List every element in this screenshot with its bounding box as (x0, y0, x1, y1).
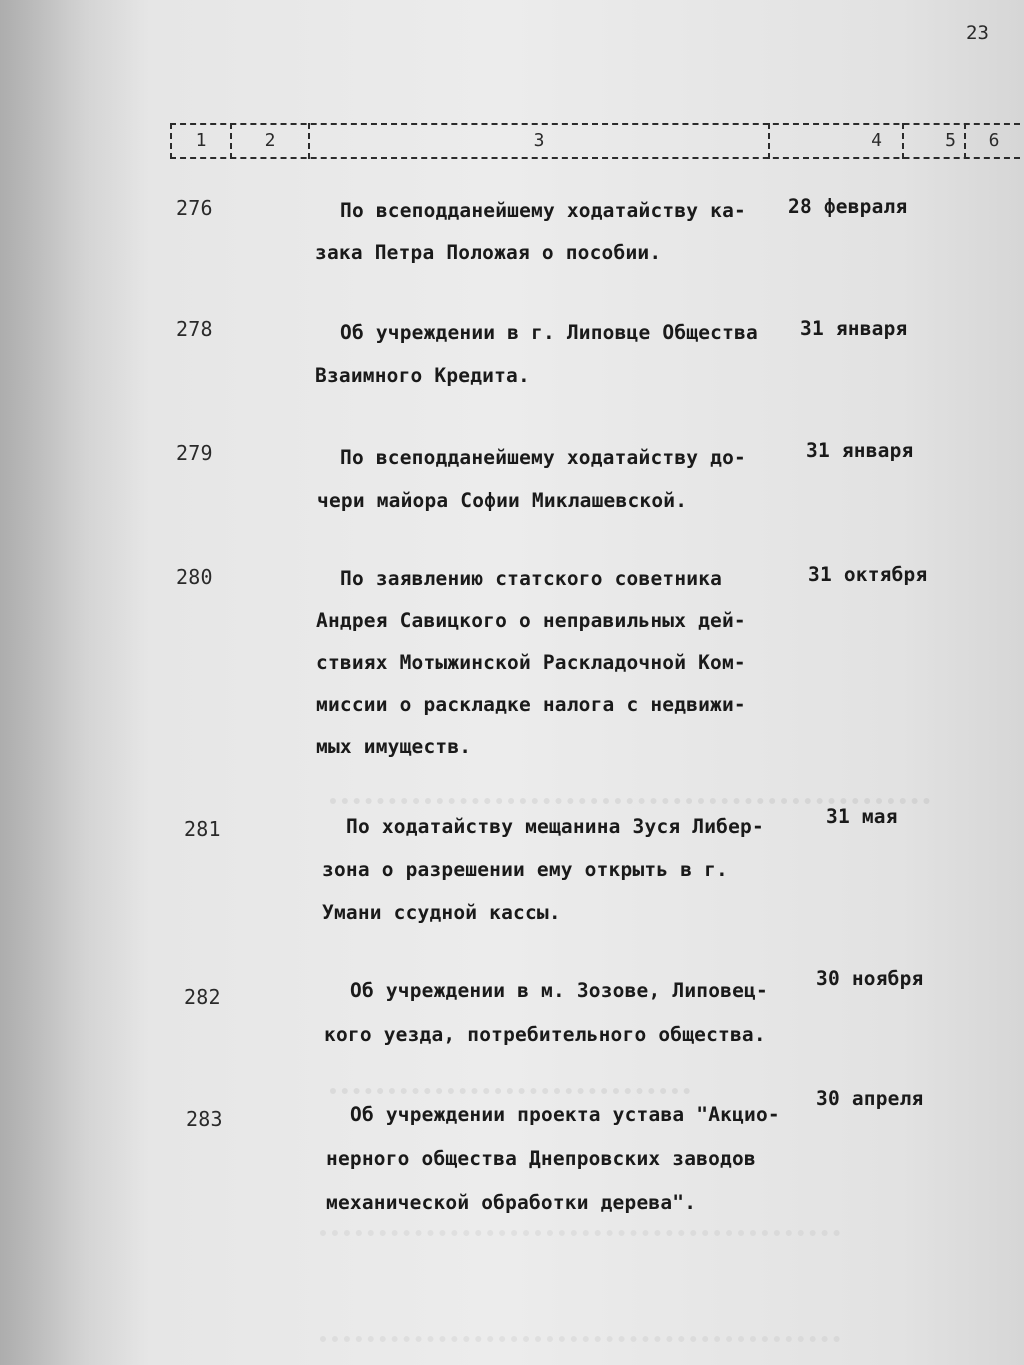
entry-date: 31 января (806, 439, 914, 462)
entry-line: зона о разрешении ему открыть в г. (322, 858, 728, 881)
entry-number: 281 (184, 817, 221, 841)
entry-line: По всеподданейшему ходатайству ка- (340, 199, 746, 222)
column-header-3: 3 (308, 123, 768, 159)
entry-date: 31 октября (808, 563, 928, 586)
entry-line: Умани ссудной кассы. (322, 901, 561, 924)
entry-line: По всеподданейшему ходатайству до- (340, 446, 746, 469)
entry-number: 280 (176, 565, 213, 589)
column-header-2: 2 (230, 123, 308, 159)
entry-line: кого уезда, потребительного общества. (324, 1023, 766, 1046)
entry-line: По ходатайству мещанина Зуся Либер- (346, 815, 764, 838)
entry-date: 31 января (800, 317, 908, 340)
column-header-4: 4 (768, 123, 900, 159)
column-header-5: 5 (902, 123, 962, 159)
entry-line: ствиях Мотыжинской Раскладочной Ком- (316, 651, 746, 674)
entry-line: мых имуществ. (316, 735, 472, 758)
entry-line: миссии о раскладке налога с недвижи- (316, 693, 746, 716)
entry-date: 31 мая (826, 805, 898, 828)
entry-number: 279 (176, 441, 213, 465)
entry-number: 283 (186, 1107, 223, 1131)
column-header-row (170, 123, 1020, 159)
entry-line: Об учреждении в г. Липовце Общества (340, 321, 758, 344)
entry-line: зака Петра Положая о пособии. (315, 241, 662, 264)
bleed-through-smudge (320, 1230, 840, 1342)
entry-line: По заявлению статского советника (340, 567, 723, 590)
entry-line: Андрея Савицкого о неправильных дей- (316, 609, 746, 632)
entry-line: Взаимного Кредита. (315, 364, 530, 387)
entry-line: нерного общества Днепровских заводов (326, 1147, 756, 1170)
entry-number: 276 (176, 196, 213, 220)
page-binding-shadow (0, 0, 140, 1365)
entry-number: 282 (184, 985, 221, 1009)
bleed-through-smudge (330, 1070, 690, 1094)
page-number: 23 (966, 22, 989, 44)
entry-line: механической обработки дерева". (326, 1191, 697, 1214)
entry-line: Об учреждении проекта устава "Акцио- (350, 1103, 780, 1126)
column-header-1: 1 (170, 123, 230, 159)
entry-line: Об учреждении в м. Зозове, Липовец- (350, 979, 768, 1002)
entry-date: 30 ноября (816, 967, 924, 990)
entry-date: 30 апреля (816, 1087, 924, 1110)
entry-number: 278 (176, 317, 213, 341)
entry-date: 28 февраля (788, 195, 908, 218)
column-header-6: 6 (964, 123, 1022, 159)
entry-line: чери майора Софии Миклашевской. (317, 489, 688, 512)
